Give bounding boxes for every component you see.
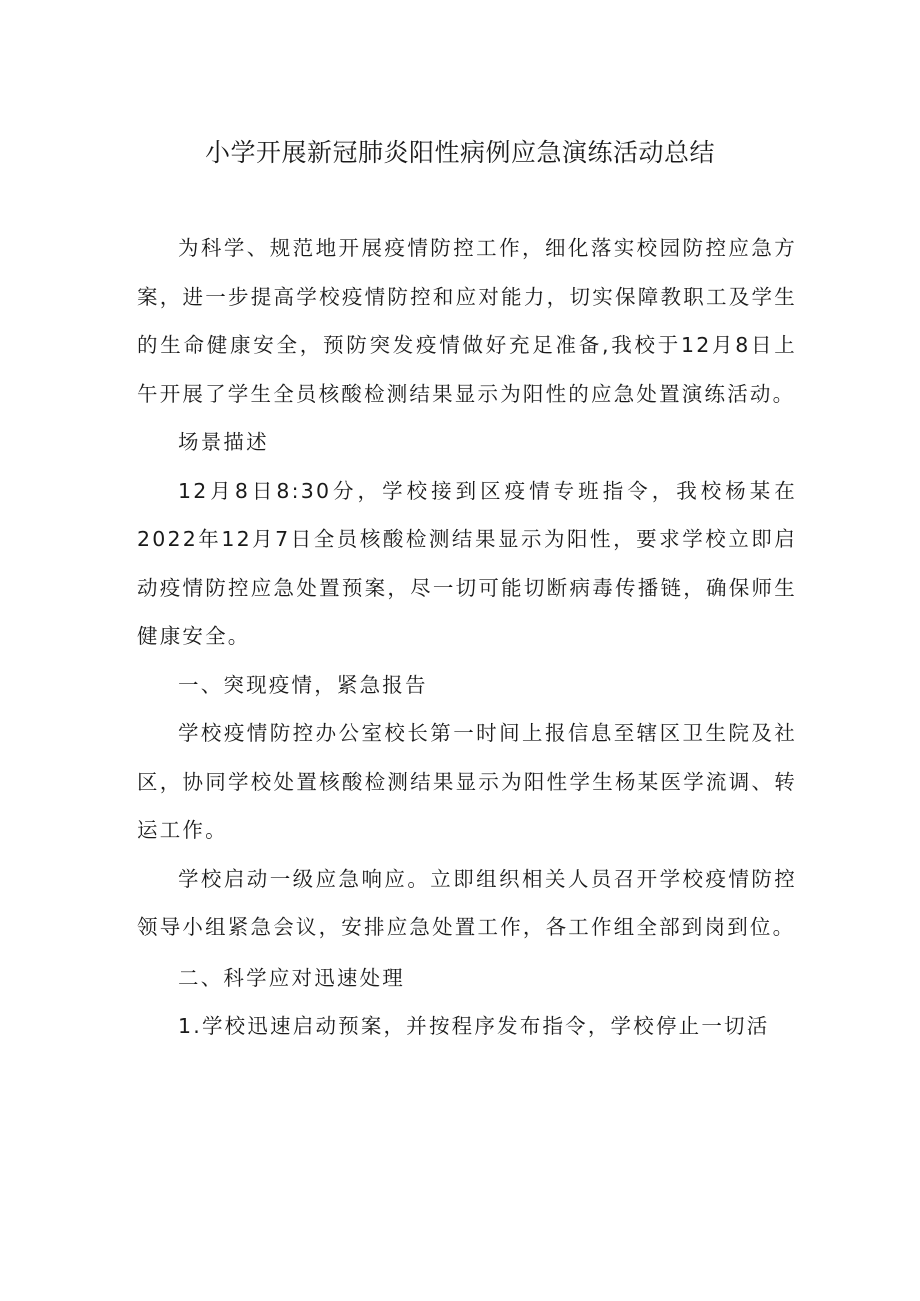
section-heading-scene: 场景描述 bbox=[178, 430, 269, 454]
paragraph-response: 学校启动一级应急响应。立即组织相关人员召开学校疫情防控领导小组紧急会议，安排应急处置工作，各工作组全部到岗到位。 bbox=[137, 866, 797, 939]
paragraph-scene: 12月8日8:30分，学校接到区疫情专班指令，我校杨某在2022年12月7日全员核酸检测结果显示为阳性，要求学校立即启动疫情防控应急处置预案，尽一切可能切断病毒传播链，确保师生健康安全。 bbox=[137, 478, 797, 648]
paragraph-report: 学校疫情防控办公室校长第一时间上报信息至辖区卫生院及社区，协同学校处置核酸检测结果显示为阳性学生杨某医学流调、转运工作。 bbox=[137, 721, 797, 842]
paragraph-intro: 为科学、规范地开展疫情防控工作，细化落实校园防控应急方案，进一步提高学校疫情防控和应对能力，切实保障教职工及学生的生命健康安全，预防突发疫情做好充足准备,我校于12月8日上午开展了学生全员核酸检测结果显示为阳性的应急处置演练活动。 bbox=[137, 236, 797, 406]
section-heading-two: 二、科学应对迅速处理 bbox=[178, 965, 405, 990]
document-body bbox=[137, 224, 797, 1051]
section-heading-one: 一、突现疫情，紧急报告 bbox=[178, 672, 428, 697]
document-title: 小学开展新冠肺炎阳性病例应急演练活动总结 bbox=[204, 138, 715, 167]
paragraph-step-1: 1.学校迅速启动预案，并按程序发布指令，学校停止一切活 bbox=[178, 1014, 770, 1038]
